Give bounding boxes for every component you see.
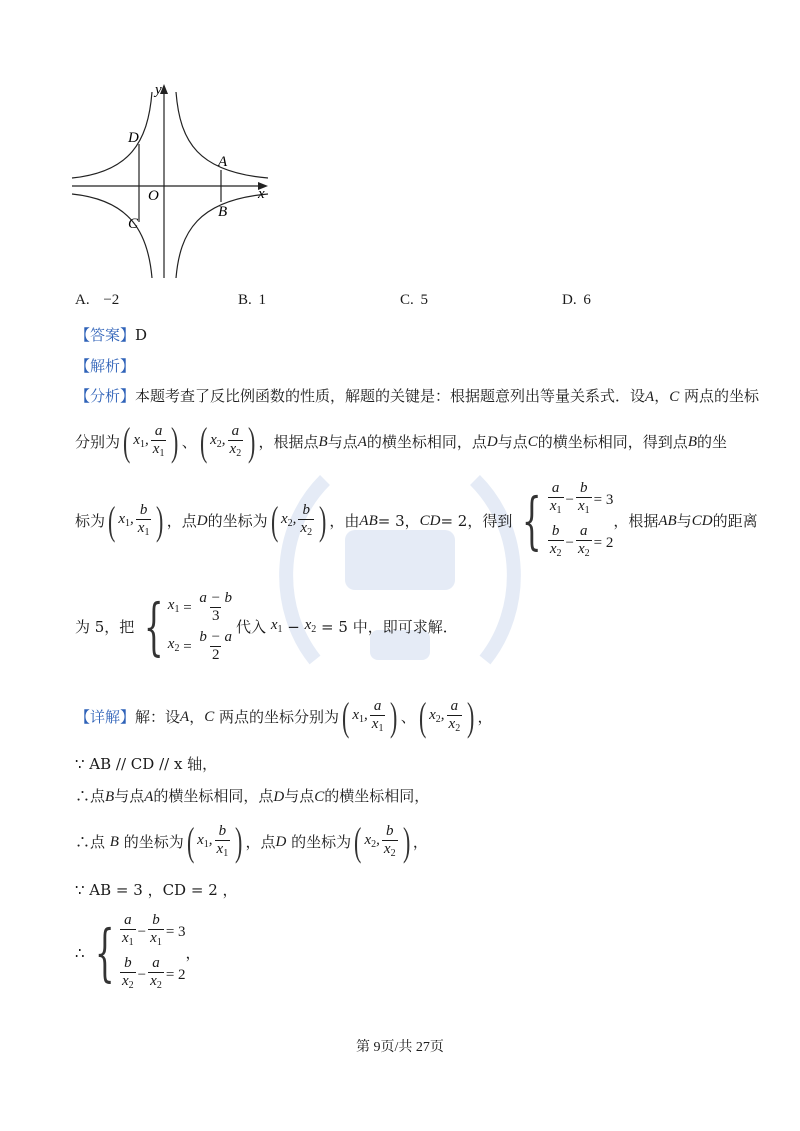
point-d-label: D: [128, 130, 139, 146]
fenxi-text: 的横坐标相同，点: [366, 433, 487, 451]
fenxi-text: 为 5，把: [75, 618, 135, 636]
answer-tag: 【答案】: [75, 326, 136, 344]
fenxi-line-4: 为 5，把 { $x_1$ = $\frac{a - b}{3}$ $x_2$ = $\frac{b - a}{2}$ 代入 $x_1$ − $x_2$ = 5 中，即可求解．: [75, 590, 458, 663]
detail-line-6: ∴ { $\frac{a}{x_1}$ − $\frac{b}{x_1}$ = 3 $\frac{b}{x_2}$ − $\frac{a}{x_2}$ = 2 ，: [75, 912, 201, 994]
fenxi-tag: 【分析】: [75, 387, 136, 405]
choice-value: 1: [258, 292, 267, 308]
fenxi-text: 两点的坐标: [684, 387, 760, 405]
fenxi-line-2: 分别为 ( $x_1$, $\frac{a}{x_1}$ ) 、 ( $x_2$, $\frac{a}{x_2}$ ) ，根据点 B 与点 A 的横坐标相同，点 D 与点 C 的横坐标相同，得到点 B 的坐: [75, 419, 727, 464]
fenxi-line-3: 标为 ( $x_1$, $\frac{b}{x_1}$ ) ，点 D 的坐标为 ( $x_2$, $\frac{b}{x_2}$ ) ，由 AB = 3， CD = 2 ，得到 { $\frac{a}{x_1}$ − $\frac{b}{x_1}$ = 3 $\frac{b}{x_2}$ − $\frac{a}{x_2}$ = 2 ，根据 AB 与 CD 的距离: [75, 480, 758, 562]
fenxi-line-1: 【分析】本题考查了反比例函数的性质，解题的关键是：根据题意列出等量关系式．设A，C 两点的坐标: [75, 387, 760, 405]
choice-d: [562, 292, 591, 309]
detail-line-2: ∵ AB // CD // x 轴，: [75, 755, 218, 773]
point-b-label: B: [218, 204, 228, 220]
analysis-tag: 【解析】: [75, 357, 136, 375]
fenxi-text: ，点: [166, 512, 197, 530]
fenxi-text: 的距离: [712, 512, 758, 530]
choice-value: −2: [103, 292, 120, 308]
fenxi-text: 与: [676, 512, 692, 530]
detail-text: 的横坐标相同，: [324, 787, 430, 805]
detail-text: ∴点: [75, 787, 106, 805]
choice-b: [238, 292, 266, 309]
detail-text: 与点: [114, 787, 145, 805]
detail-line-3: ∴点B与点A的横坐标相同，点D与点C的横坐标相同，: [75, 787, 430, 805]
choice-key: B.: [238, 292, 252, 308]
fenxi-text: ，根据点: [258, 433, 319, 451]
x-axis-label: x: [258, 186, 265, 202]
detail-text: ∴点: [75, 833, 106, 851]
fenxi-text: 中，即可求解．: [352, 618, 458, 636]
page-footer: 第 9页/共 27页: [356, 1040, 444, 1055]
choice-key: C.: [400, 292, 414, 308]
choice-value: 6: [583, 292, 591, 308]
detail-line-4: ∴点 B 的坐标为 ( $x_1$, $\frac{b}{x_1}$ ) ，点 D 的坐标为 ( $x_2$, $\frac{b}{x_2}$ ) ，: [75, 819, 428, 864]
fenxi-text: 的坐: [696, 433, 727, 451]
hyperbola-graph: [68, 82, 278, 282]
detail-line-5: ∵ AB = 3 ，CD = 2 ，: [75, 881, 238, 899]
fenxi-text: 与点: [497, 433, 528, 451]
detail-text: 两点的坐标分别为: [219, 708, 340, 726]
choice-key: A.: [75, 292, 90, 308]
fenxi-text: 代入: [236, 618, 267, 636]
detail-text: 解：设: [135, 708, 181, 726]
origin-label: O: [148, 188, 159, 204]
fenxi-text: 与点: [327, 433, 358, 451]
answer-value: D: [135, 326, 148, 344]
point-a-label: A: [218, 154, 228, 170]
choice-value: 5: [420, 292, 429, 308]
fenxi-text: ，得到: [467, 512, 513, 530]
fenxi-text: 分别为: [75, 433, 121, 451]
detail-text: 的坐标为: [291, 833, 352, 851]
answer-row: [75, 325, 147, 345]
fenxi-text: 标为: [75, 512, 106, 530]
detail-text: ，点: [245, 833, 276, 851]
detail-text: 的横坐标相同，点: [153, 787, 274, 805]
detail-text: 的坐标为: [123, 833, 184, 851]
choice-c: [400, 292, 428, 309]
detail-tag: 【详解】: [75, 708, 136, 726]
fenxi-text: 本题考查了反比例函数的性质，解题的关键是：根据题意列出等量关系式．设: [135, 387, 646, 405]
fenxi-text: ，由: [329, 512, 360, 530]
detail-line-1: 【详解】 解：设 A ， C 两点的坐标分别为 ( $x_1$, $\frac{a}{x_1}$ ) 、 ( $x_2$, $\frac{a}{x_2}$ ) ，: [75, 694, 493, 739]
y-axis-label: y: [155, 82, 162, 98]
fenxi-text: 的横坐标相同，得到点: [537, 433, 688, 451]
detail-text: 与点: [284, 787, 315, 805]
choice-a: [75, 292, 119, 309]
fenxi-text: 的坐标为: [207, 512, 268, 530]
choice-key: D.: [562, 292, 577, 308]
point-c-label: C: [128, 216, 139, 232]
fenxi-text: ，根据: [613, 512, 659, 530]
